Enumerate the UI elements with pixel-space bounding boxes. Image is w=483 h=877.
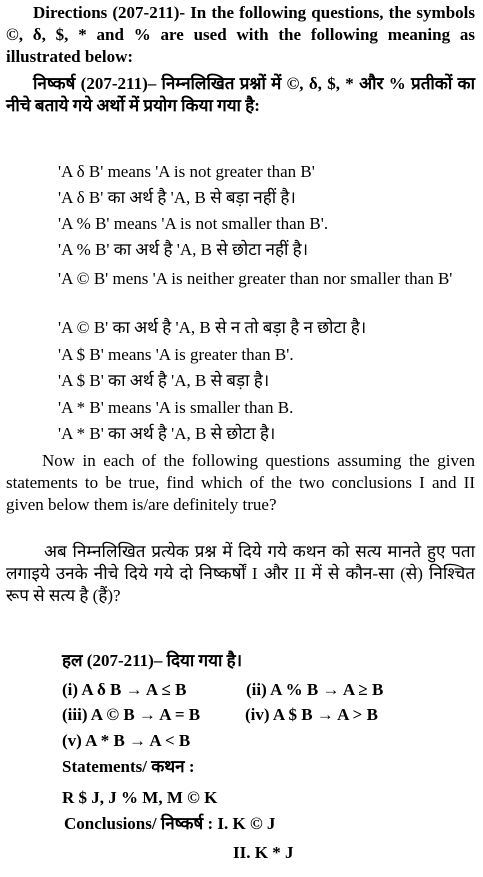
directions-english: Directions (207-211)- In the following questions, the symbols ©, δ, $, * and % are used with the following meaning as illustrated below: bbox=[6, 3, 475, 66]
rule-copyright: (iii) A © B → A = B bbox=[62, 705, 201, 724]
conclusion-one: Conclusions/ निष्कर्ष : I. K © J bbox=[64, 814, 276, 833]
meaning-percent-hi: 'A % B' का अर्थ है 'A, B से छोटा नहीं है। bbox=[58, 240, 309, 259]
meaning-percent-en: 'A % B' means 'A is not smaller than B'. bbox=[58, 214, 329, 233]
meaning-star-en: 'A * B' means 'A is smaller than B. bbox=[58, 398, 294, 417]
meaning-delta-hi: 'A δ B' का अर्थ है 'A, B से बड़ा नहीं है। bbox=[58, 188, 296, 207]
meaning-copyright-hi: 'A © B' का अर्थ है 'A, B से न तो बड़ा है न छोटा है। bbox=[58, 318, 367, 337]
question-hindi: अब निम्नलिखित प्रत्येक प्रश्न में दिये गये कथन को सत्य मानते हुए पता लगाइये उनके नीचे दिये गये दो निष्कर्षों I और II में से कौन-सा (से) निश्चित रूप से सत्य है (हैं)? bbox=[6, 542, 475, 605]
rule-delta: (i) A δ B → A ≤ B bbox=[62, 680, 187, 699]
meaning-star-hi: 'A * B' का अर्थ है 'A, B से छोटा है। bbox=[58, 424, 276, 443]
statement-text: R $ J, J % M, M © K bbox=[62, 788, 218, 807]
rule-dollar: (iv) A $ B → A > B bbox=[245, 705, 378, 724]
meaning-dollar-hi: 'A $ B' का अर्थ है 'A, B से बड़ा है। bbox=[58, 371, 270, 390]
solution-header: हल (207-211)– दिया गया है। bbox=[62, 651, 243, 670]
rule-star: (v) A * B → A < B bbox=[62, 731, 191, 750]
statements-label: Statements/ कथन : bbox=[62, 757, 195, 776]
conclusion-two: II. K * J bbox=[233, 843, 294, 862]
rule-percent: (ii) A % B → A ≥ B bbox=[246, 680, 384, 699]
meaning-delta-en: 'A δ B' means 'A is not greater than B' bbox=[58, 162, 315, 181]
directions-hindi: निष्कर्ष (207-211)– निम्नलिखित प्रश्नों में ©, δ, $, * और % प्रतीकों का नीचे बताये गये अर्थो में प्रयोग किया गया है: bbox=[6, 74, 475, 115]
meaning-dollar-en: 'A $ B' means 'A is greater than B'. bbox=[58, 345, 294, 364]
question-english: Now in each of the following questions assuming the given statements to be true, find which of the two conclusions I and II given below them is/are definitely true? bbox=[6, 451, 475, 514]
meaning-copyright-en: 'A © B' mens 'A is neither greater than nor smaller than B' bbox=[58, 269, 453, 288]
